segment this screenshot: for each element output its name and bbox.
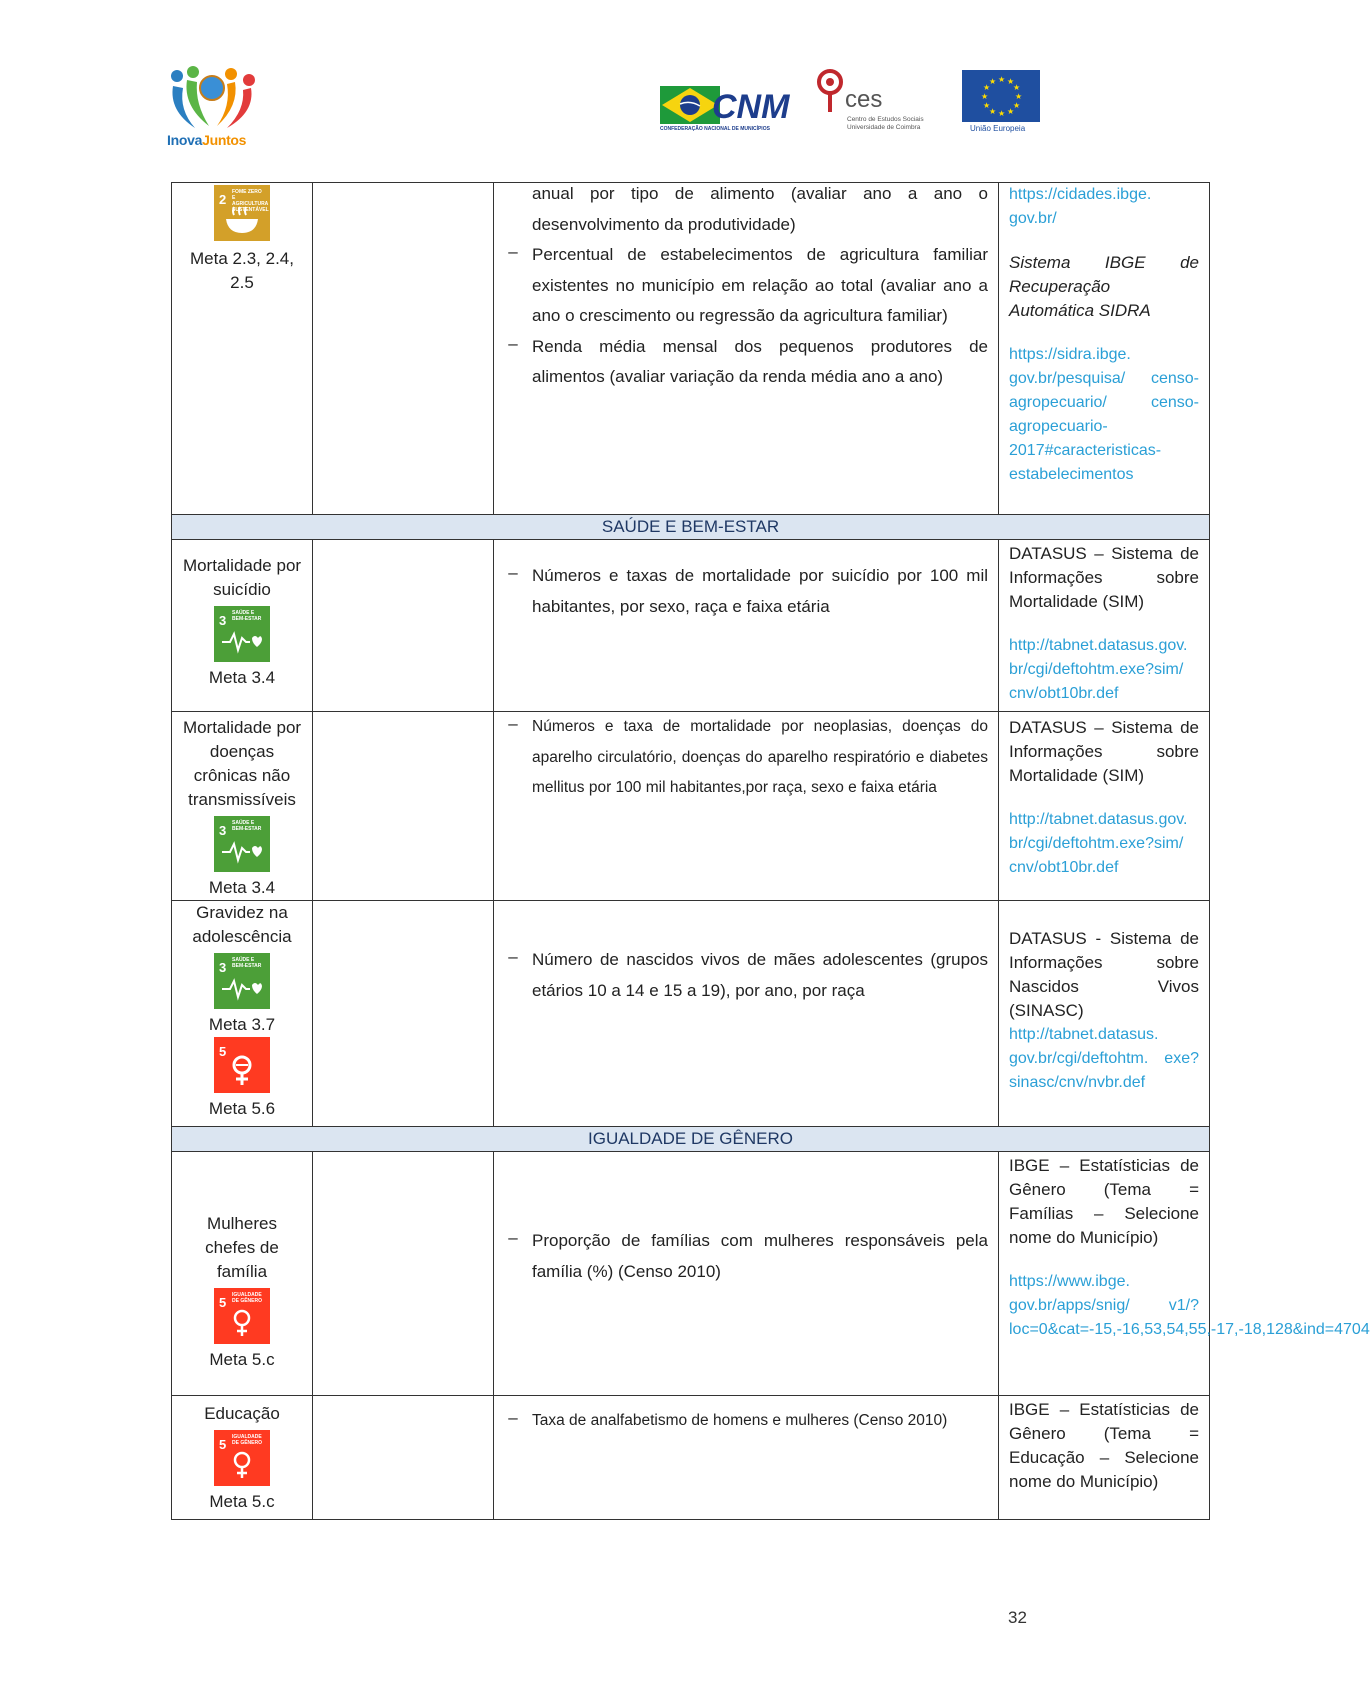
source-cell [999, 901, 1210, 1127]
source-link[interactable]: https://sidra.ibge. gov.br/pesquisa/ censo-agropecuario/ censo-agropecuario-2017#caracteristicas-estabelecimentos [1009, 346, 1199, 483]
svg-text:★: ★ [981, 92, 989, 101]
indicator-cell [494, 901, 999, 1127]
sdg-label: IGUALDADE DE GÊNERO [232, 1434, 263, 1446]
table-row [172, 540, 1210, 712]
indicator-text: Números e taxa de mortalidade por neoplasias, doenças do aparelho circulatório, doenças do aparelho respiratório e diabetes mellitus por 100 mil habitantes,por raça, sexo e faixa etária [532, 718, 988, 796]
bullet-dash: – [508, 947, 518, 966]
brazil-flag-icon [660, 78, 790, 126]
source-link[interactable]: http://tabnet.datasus.gov. br/cgi/deftohtm.exe?sim/ cnv/obt10br.def [1009, 637, 1188, 702]
sdg3-tile [214, 606, 270, 662]
ces-logo [815, 68, 935, 138]
source-link[interactable]: https://cidades.ibge. gov.br/ [1009, 186, 1152, 227]
empty-cell [313, 183, 494, 515]
sdg-number: 5 [219, 1295, 227, 1310]
svg-text:★: ★ [1013, 83, 1021, 92]
indicator-text: Renda média mensal dos pequenos produtores de alimentos (avaliar variação da renda média ano a ano) [532, 336, 988, 386]
sdg-number: 5 [219, 1044, 227, 1059]
sdg-label: FOME ZERO E AGRICULTURA SUSTENTÁVEL [232, 189, 269, 213]
sdg-number: 3 [219, 960, 227, 975]
meta-label: Meta 5.c [209, 1492, 275, 1511]
ces-university: Universidade de Coimbra [847, 124, 921, 131]
heartbeat-icon [222, 836, 262, 866]
target-cell [172, 712, 313, 901]
svg-text:★: ★ [1007, 77, 1015, 86]
target-cell [172, 540, 313, 712]
svg-text:★: ★ [983, 101, 991, 110]
juntos-text: Juntos [202, 132, 247, 148]
svg-text:★: ★ [998, 75, 1006, 84]
source-text: IBGE – Estatísticias de Gênero (Tema = Famílias – Selecione nome do Município) [1009, 1156, 1199, 1247]
source-text: Sistema IBGE de Recuperação Automática SIDRA [1009, 253, 1199, 320]
empty-cell [313, 1152, 494, 1396]
target-cell [172, 901, 313, 1127]
bullet-dash: – [508, 1228, 518, 1247]
meta-label: Meta 5.6 [208, 1099, 276, 1118]
inova-text: Inova [167, 132, 203, 148]
sdg-label: SAÚDE E BEM-ESTAR [232, 820, 262, 832]
indicator-cell [494, 1152, 999, 1396]
sdg-number: 2 [219, 192, 227, 207]
svg-text:★: ★ [1007, 107, 1015, 116]
indicator-cell [494, 1396, 999, 1520]
section-header-row [172, 515, 1210, 540]
meta-label: Meta 3.4 [208, 668, 276, 687]
sdg-number: 3 [219, 823, 227, 838]
sdg2-tile [214, 185, 270, 241]
indicator-text: Números e taxas de mortalidade por suicídio por 100 mil habitantes, por sexo, raça e faixa etária [532, 566, 988, 616]
source-link[interactable]: http://tabnet.datasus.gov. br/cgi/deftohtm.exe?sim/ cnv/obt10br.def [1009, 811, 1188, 876]
table-row [172, 1152, 1210, 1396]
cnm-wordmark: CNM [712, 88, 790, 126]
cnm-logo [660, 78, 790, 136]
bullet-dash: – [508, 563, 518, 582]
gender-icon [222, 1308, 262, 1338]
meta-label: Meta 2.3, 2.4, 2.5 [190, 249, 294, 292]
svg-text:★: ★ [989, 107, 997, 116]
section-header-row [172, 1127, 1210, 1152]
table-row [172, 712, 1210, 901]
sdg5-tile [214, 1037, 270, 1093]
svg-text:★: ★ [983, 83, 991, 92]
eu-flag-icon [962, 70, 1040, 122]
source-text: IBGE – Estatísticias de Gênero (Tema = Educação – Selecione nome do Município) [1009, 1400, 1199, 1491]
gender-icon [222, 1450, 262, 1480]
target-cell [172, 1396, 313, 1520]
section-title: SAÚDE E BEM-ESTAR [172, 515, 1210, 540]
bullet-dash: – [508, 242, 518, 261]
target-title: Gravidez na adolescência [192, 903, 292, 946]
sdg-label: SAÚDE E BEM-ESTAR [232, 957, 262, 969]
sdg-number: 5 [219, 1437, 227, 1452]
target-title: Mortalidade por suicídio [182, 556, 302, 599]
indicator-text: Taxa de analfabetismo de homens e mulheres (Censo 2010) [532, 1412, 948, 1429]
source-cell [999, 1152, 1370, 1396]
indicator-text: Proporção de famílias com mulheres responsáveis pela família (%) (Censo 2010) [532, 1231, 988, 1281]
target-title: Mulheres chefes de família [205, 1214, 279, 1281]
svg-text:★: ★ [989, 77, 997, 86]
bowl-icon [222, 205, 262, 237]
ces-symbol-icon [815, 68, 845, 114]
sdg5-tile [214, 1430, 270, 1486]
indicators-table [171, 182, 1370, 1520]
sdg-label: SAÚDE E BEM-ESTAR [232, 610, 262, 622]
target-cell [172, 183, 313, 515]
source-text: DATASUS – Sistema de Informações sobre Mortalidade (SIM) [1009, 544, 1199, 611]
indicator-text: anual por tipo de alimento (avaliar ano a ano o desenvolvimento da produtividade) [532, 184, 988, 234]
meta-label: Meta 3.7 [208, 1015, 276, 1034]
sdg3-tile [214, 953, 270, 1009]
target-cell [172, 1152, 313, 1396]
empty-cell [313, 540, 494, 712]
source-cell [999, 1396, 1210, 1520]
heartbeat-icon [222, 626, 262, 656]
ces-subtitle: Centro de Estudos Sociais [847, 116, 924, 123]
eu-flag-logo [962, 70, 1040, 138]
gender-icon [222, 1053, 262, 1087]
table-row [172, 1396, 1210, 1520]
meta-label: Meta 5.c [209, 1350, 275, 1369]
sdg5-tile [214, 1288, 270, 1344]
section-title: IGUALDADE DE GÊNERO [172, 1127, 1210, 1152]
source-cell [999, 712, 1210, 901]
ces-wordmark: ces [845, 86, 883, 113]
bullet-dash: – [508, 1408, 518, 1427]
table-row [172, 183, 1210, 515]
source-text: DATASUS - Sistema de Informações sobre Nascidos Vivos (SINASC) [1009, 929, 1199, 1020]
heartbeat-icon [222, 973, 262, 1003]
sdg3-tile [214, 816, 270, 872]
page-number: 32 [1008, 1608, 1027, 1627]
empty-cell [313, 901, 494, 1127]
target-title: Mortalidade por doenças crônicas não transmissíveis [182, 718, 302, 809]
source-link[interactable]: https://www.ibge. gov.br/apps/snig/ v1/?loc=0&cat=-15,-16,53,54,55,-17,-18,128&ind=4704 [1009, 1273, 1370, 1338]
meta-label: Meta 3.4 [208, 878, 276, 897]
table-row [172, 901, 1210, 1127]
indicator-text: Percentual de estabelecimentos de agricultura familiar existentes no município em relação ao total (avaliar ano a ano o crescimento ou regressão da agricultura familiar) [532, 245, 988, 325]
source-cell [999, 540, 1210, 712]
indicator-cell [494, 712, 999, 901]
sdg-label: IGUALDADE DE GÊNERO [232, 1292, 263, 1304]
bullet-dash: – [508, 714, 518, 733]
sdg-number: 3 [219, 613, 227, 628]
empty-cell [313, 712, 494, 901]
bullet-dash: – [508, 333, 518, 353]
indicator-text: Número de nascidos vivos de mães adolescentes (grupos etários 10 a 14 e 15 a 19), por ano, por raça [532, 950, 988, 1000]
indicator-cell [494, 183, 999, 515]
inovajuntos-figures-icon [165, 66, 265, 132]
inovajuntos-logo [165, 66, 265, 150]
eu-caption: União Europeia [970, 124, 1026, 133]
svg-text:★: ★ [1015, 92, 1023, 101]
empty-cell [313, 1396, 494, 1520]
indicator-cell [494, 540, 999, 712]
target-title: Educação [204, 1404, 280, 1423]
source-cell [999, 183, 1210, 515]
svg-text:★: ★ [1013, 101, 1021, 110]
svg-text:★: ★ [998, 109, 1006, 118]
source-link[interactable]: http://tabnet.datasus. gov.br/cgi/deftohtm. exe?sinasc/cnv/nvbr.def [1009, 1026, 1199, 1091]
cnm-caption: CONFEDERAÇÃO NACIONAL DE MUNICÍPIOS [660, 126, 770, 132]
source-text: DATASUS – Sistema de Informações sobre Mortalidade (SIM) [1009, 718, 1199, 785]
